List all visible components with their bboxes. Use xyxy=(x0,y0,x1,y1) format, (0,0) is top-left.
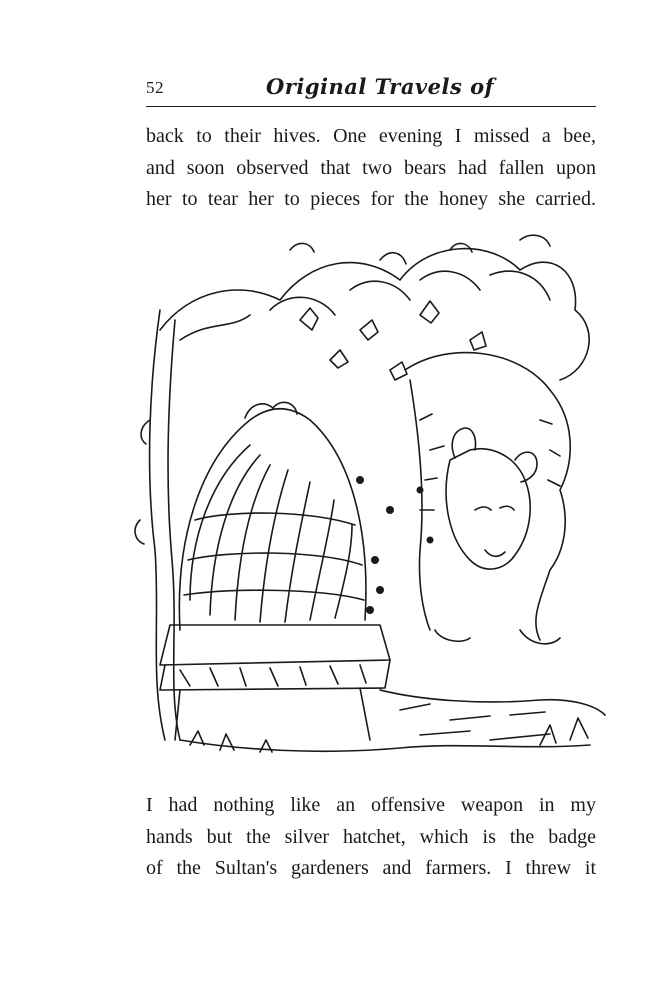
bee xyxy=(427,537,434,544)
bee xyxy=(366,606,374,614)
running-head xyxy=(146,70,596,104)
page-number: 52 xyxy=(146,78,164,97)
bear-beehive-illustration xyxy=(120,220,610,780)
bee xyxy=(386,506,394,514)
text-line: I had nothing like an offensive weapon in my xyxy=(146,794,596,816)
bee xyxy=(371,556,379,564)
tree-trunk xyxy=(168,320,180,740)
foliage xyxy=(180,271,550,340)
bear-head xyxy=(446,449,530,569)
bee xyxy=(356,476,364,484)
engraving-drawing xyxy=(120,220,610,780)
text-line: of the Sultan's gardeners and farmers. I threw it xyxy=(146,857,596,879)
bee xyxy=(417,487,424,494)
paragraph-bottom xyxy=(146,790,596,885)
bear xyxy=(405,353,570,640)
text-line: back to their hives. One evening I missed a bee, xyxy=(146,125,596,147)
bee xyxy=(376,586,384,594)
text-line: and soon observed that two bears had fallen upon xyxy=(146,156,596,179)
paragraph-top xyxy=(146,121,596,216)
ground xyxy=(380,690,605,715)
beehive xyxy=(179,409,366,630)
text-line: hands but the silver hatchet, which is the badge xyxy=(146,825,596,848)
hive-stand xyxy=(160,625,390,665)
text-line: her to tear her to pieces for the honey she carried. xyxy=(146,188,596,210)
foliage xyxy=(160,249,589,380)
running-title: Original Travels of xyxy=(266,74,495,99)
foliage xyxy=(300,301,486,380)
foliage xyxy=(290,235,550,264)
header-rule xyxy=(146,106,596,107)
